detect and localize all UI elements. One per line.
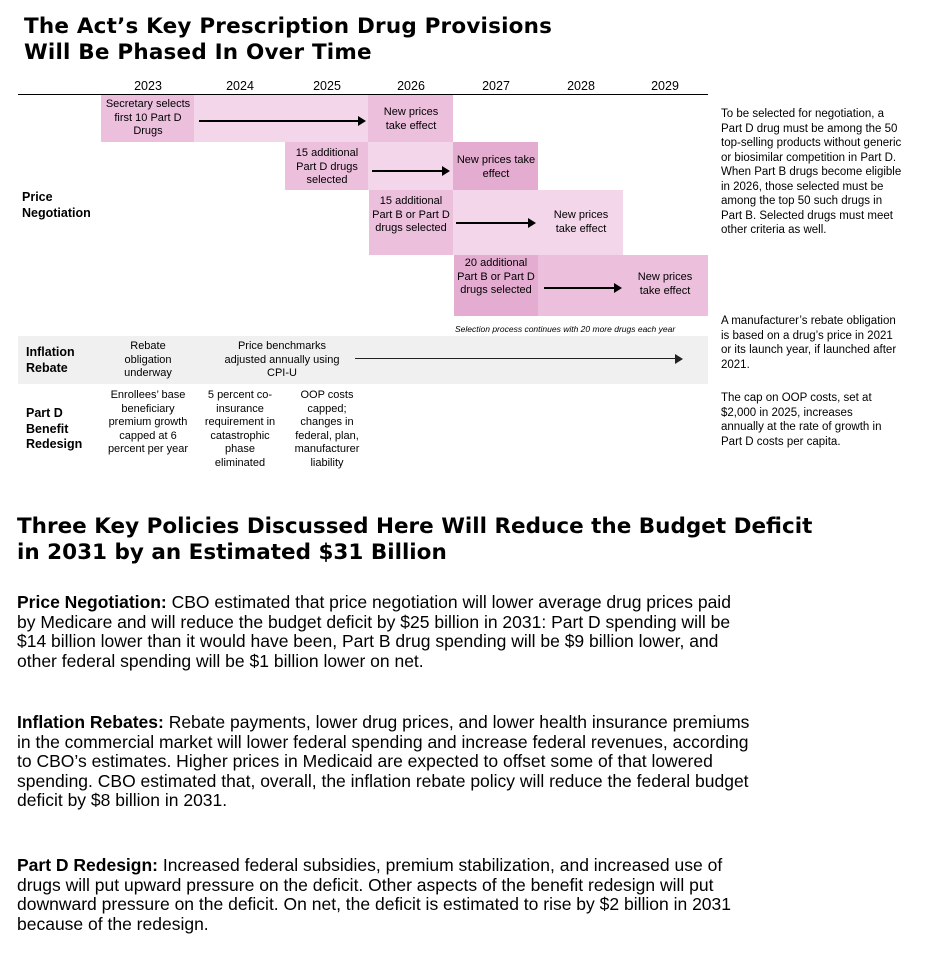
timeline-title-line2: Will Be Phased In Over Time xyxy=(24,40,372,65)
row-label-line: Rebate xyxy=(26,360,68,375)
section-title-line1: Three Key Policies Discussed Here Will Reduce the Budget Deficit xyxy=(17,514,813,539)
paragraph-text: Increased federal subsidies, premium stabilization, and increased use of drugs will put upward pressure on the deficit. Other aspects of the benefit redesign will put downward pressure on the deficit. On net, the deficit is estimated to rise by $2 billion in 2031 because of the redesign. xyxy=(17,855,732,934)
side-note-negotiation: To be selected for negotiation, a Part D drug must be among the 50 top-selling products without generic or biosimilar competition in Part D. When Part B drugs become eligible in 2026, those selected must be among the top 50 such drugs in Part B. Selected drugs must meet other criteria as well. xyxy=(721,108,902,236)
paragraph-text: Rebate payments, lower drug prices, and lower health insurance premiums in the commercial market will lower federal spending and increase federal revenues, according to CBO’s estimates. Higher prices in Medicaid are expected to offset some of that lowered spending. CBO estimated that, overall, the inflation rebate policy will reduce the federal budget deficit by $8 billion in 2031. xyxy=(17,712,750,810)
year-label: 2028 xyxy=(567,79,595,93)
timeline-title-line1: The Act’s Key Prescription Drug Provisions xyxy=(24,14,553,39)
section-title xyxy=(17,514,812,566)
year-label: 2029 xyxy=(651,79,679,93)
negotiation-cell: New prices take effect xyxy=(637,271,693,297)
timeline-title xyxy=(24,14,552,66)
row-label-line: Benefit xyxy=(26,421,69,436)
paragraph-lead: Price Negotiation: xyxy=(17,592,167,612)
paragraph-price-negotiation xyxy=(17,593,752,671)
paragraph-lead: Part D Redesign: xyxy=(17,855,158,875)
side-note-rebate: A manufacturer’s rebate obligation is based on a drug’s price in 2021 or its launch year, if launched after 2021. xyxy=(721,315,897,371)
negotiation-cell: 20 additional Part B or Part D drugs selected xyxy=(457,257,535,296)
year-label: 2025 xyxy=(313,79,341,93)
row-label-inflation-rebate xyxy=(26,345,75,376)
row-label-line: Price xyxy=(22,190,53,204)
rebate-cell: Price benchmarks adjusted annually using CPI-U xyxy=(224,340,340,379)
year-label: 2026 xyxy=(397,79,425,93)
paragraph-part-d-redesign xyxy=(17,856,752,934)
rebate-cell: Rebate obligation underway xyxy=(124,340,172,379)
row-label-line: Redesign xyxy=(26,437,83,451)
row-label-line: Inflation xyxy=(26,345,75,359)
negotiation-cell: New prices take effect xyxy=(456,154,536,180)
paragraph-lead: Inflation Rebates: xyxy=(17,712,164,732)
row-label-part-d-redesign xyxy=(26,406,82,453)
arrow-right-icon xyxy=(355,358,681,359)
year-label: 2027 xyxy=(482,79,510,93)
section-title-line2: in 2031 by an Estimated $31 Billion xyxy=(17,540,447,565)
row-label-line: Negotiation xyxy=(22,205,91,220)
negotiation-cell: 15 additional Part B or Part D drugs selected xyxy=(372,195,450,234)
arrow-right-icon xyxy=(372,170,448,172)
row-label-price-negotiation xyxy=(22,190,91,221)
redesign-cell: OOP costs capped; changes in federal, plan, manufacturer liability xyxy=(294,389,360,469)
arrow-right-icon xyxy=(199,120,364,122)
year-label: 2024 xyxy=(226,79,254,93)
negotiation-footnote: Selection process continues with 20 more drugs each year xyxy=(455,324,676,334)
side-note-redesign: The cap on OOP costs, set at $2,000 in 2025, increases annually at the rate of growth in Part D costs per capita. xyxy=(721,392,882,448)
row-label-line: Part D xyxy=(26,406,63,420)
redesign-cell: 5 percent co-insurance requirement in catastrophic phase eliminated xyxy=(204,389,276,469)
negotiation-cell: 15 additional Part D drugs selected xyxy=(295,147,359,186)
redesign-cell: Enrollees’ base beneficiary premium growth capped at 6 percent per year xyxy=(107,389,189,455)
negotiation-cell: Secretary selects first 10 Part D Drugs xyxy=(105,98,191,137)
negotiation-cell: New prices take effect xyxy=(553,209,609,235)
year-label: 2023 xyxy=(134,79,162,93)
arrow-right-icon xyxy=(456,222,534,224)
arrow-right-icon xyxy=(544,287,620,289)
negotiation-cell: New prices take effect xyxy=(383,106,439,132)
paragraph-inflation-rebates xyxy=(17,713,752,811)
paragraph-text: CBO estimated that price negotiation will lower average drug prices paid by Medicare and will reduce the budget deficit by $25 billion in 2031: Part D spending will be $14 billion lower than it would have been, Part B drug spending will be $9 billion lower, and other federal spending will be $1 billion lower on net. xyxy=(17,592,731,671)
